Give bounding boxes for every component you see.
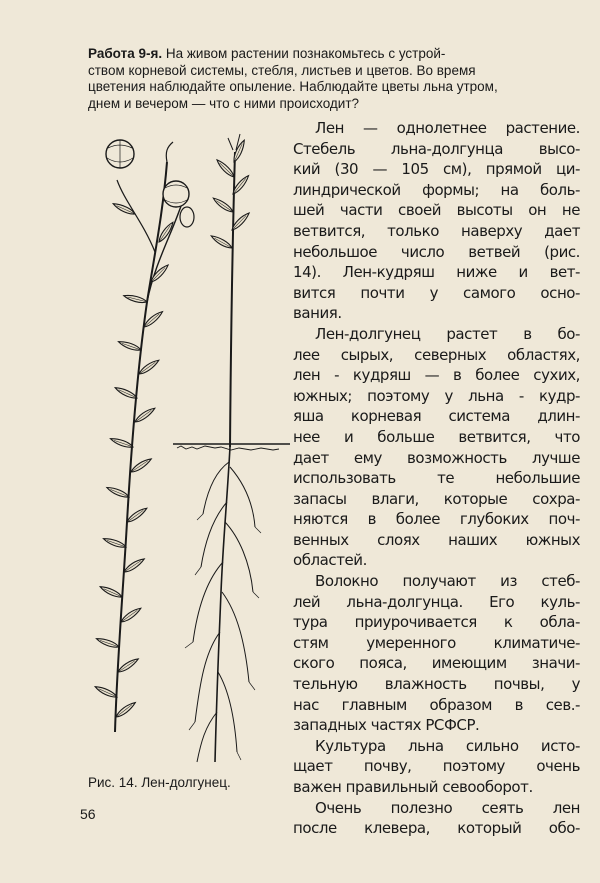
flower-bud bbox=[180, 207, 194, 227]
text-line: запасы влаги, которые сохра- bbox=[293, 489, 580, 508]
text-line: щает почву, поэтому очень bbox=[293, 757, 580, 776]
assignment-label: Работа 9-я. bbox=[88, 46, 163, 61]
flower-right bbox=[163, 181, 189, 207]
assignment-text-1: На живом растении познакомьтесь с устрой- bbox=[165, 46, 446, 61]
text-line: вится почти у самого осно- bbox=[293, 283, 580, 302]
text-line: дает ему возможность лучше bbox=[293, 448, 580, 467]
flax-illustration bbox=[55, 122, 290, 772]
text-line: Лен — однолетнее растение. bbox=[315, 119, 580, 137]
text-line: шей части своей высоты он не bbox=[293, 201, 580, 220]
text-line: после клевера, который обо- bbox=[293, 819, 580, 838]
text-line: лей льна-долгунца. Его куль- bbox=[293, 592, 580, 611]
text-line: Очень полезно сеять лен bbox=[315, 798, 580, 817]
figure-caption: Рис. 14. Лен-долгунец. bbox=[88, 775, 231, 790]
flax-drawing bbox=[55, 122, 290, 772]
text-line: важен правильный севооборот. bbox=[293, 778, 533, 796]
text-line: вания. bbox=[293, 304, 342, 323]
text-line: линдрической формы; на боль- bbox=[293, 180, 580, 199]
text-line: областей. bbox=[293, 551, 367, 570]
text-line: стям умеренного климатиче- bbox=[293, 633, 580, 652]
text-line: Лен-долгунец растет в бо- bbox=[315, 324, 580, 343]
text-line: нее и больше ветвится, что bbox=[293, 427, 580, 446]
text-line: нас главным образом в сев.- bbox=[293, 695, 580, 714]
text-line: лен - кудряш — в более сухих, bbox=[293, 366, 580, 385]
text-line: ского пояса, имеющим значи- bbox=[293, 654, 580, 673]
text-line: небольшое число ветвей (рис. bbox=[293, 242, 580, 261]
text-line: тура приурочивается к обла- bbox=[293, 613, 580, 632]
assignment-line-1 bbox=[88, 46, 580, 63]
text-line: Культура льна сильно исто- bbox=[315, 736, 580, 755]
text-line: кий (30 — 105 см), прямой ци- bbox=[293, 160, 580, 179]
text-line: Волокно получают из стеб- bbox=[315, 572, 580, 591]
text-line: использовать те небольшие bbox=[293, 469, 580, 488]
text-line: западных частях РСФСР. bbox=[293, 716, 480, 735]
text-line: венных слоях наших южных bbox=[293, 530, 580, 549]
assignment-line-2: ством корневой системы, стебля, листьев и цветов. Во время bbox=[88, 62, 476, 78]
text-line: Стебель льна-долгунца высо- bbox=[293, 139, 580, 158]
flowering-plant bbox=[94, 140, 194, 732]
main-text bbox=[293, 118, 580, 839]
flower-top bbox=[106, 140, 134, 168]
text-line: яша корневая система длин- bbox=[293, 407, 580, 426]
assignment-line-3: цветения наблюдайте опыление. Наблюдайте цветы льна утром, bbox=[88, 79, 498, 94]
page-number: 56 bbox=[80, 806, 96, 822]
text-line: 14). Лен-кудряш ниже и вет- bbox=[293, 263, 580, 282]
text-line: ветвится, только наверху дает bbox=[293, 221, 580, 240]
text-line: няются в более глубоких поч- bbox=[293, 510, 580, 529]
text-line: лее сырых, северных областях, bbox=[293, 345, 580, 364]
assignment-paragraph bbox=[88, 46, 580, 112]
text-line: южных; поэтому у льна - кудр- bbox=[293, 386, 580, 405]
assignment-line-4: днем и вечером — что с ними происходит? bbox=[88, 95, 360, 111]
rooted-plant bbox=[173, 134, 290, 762]
text-line: тельную влажность почвы, у bbox=[293, 675, 580, 694]
